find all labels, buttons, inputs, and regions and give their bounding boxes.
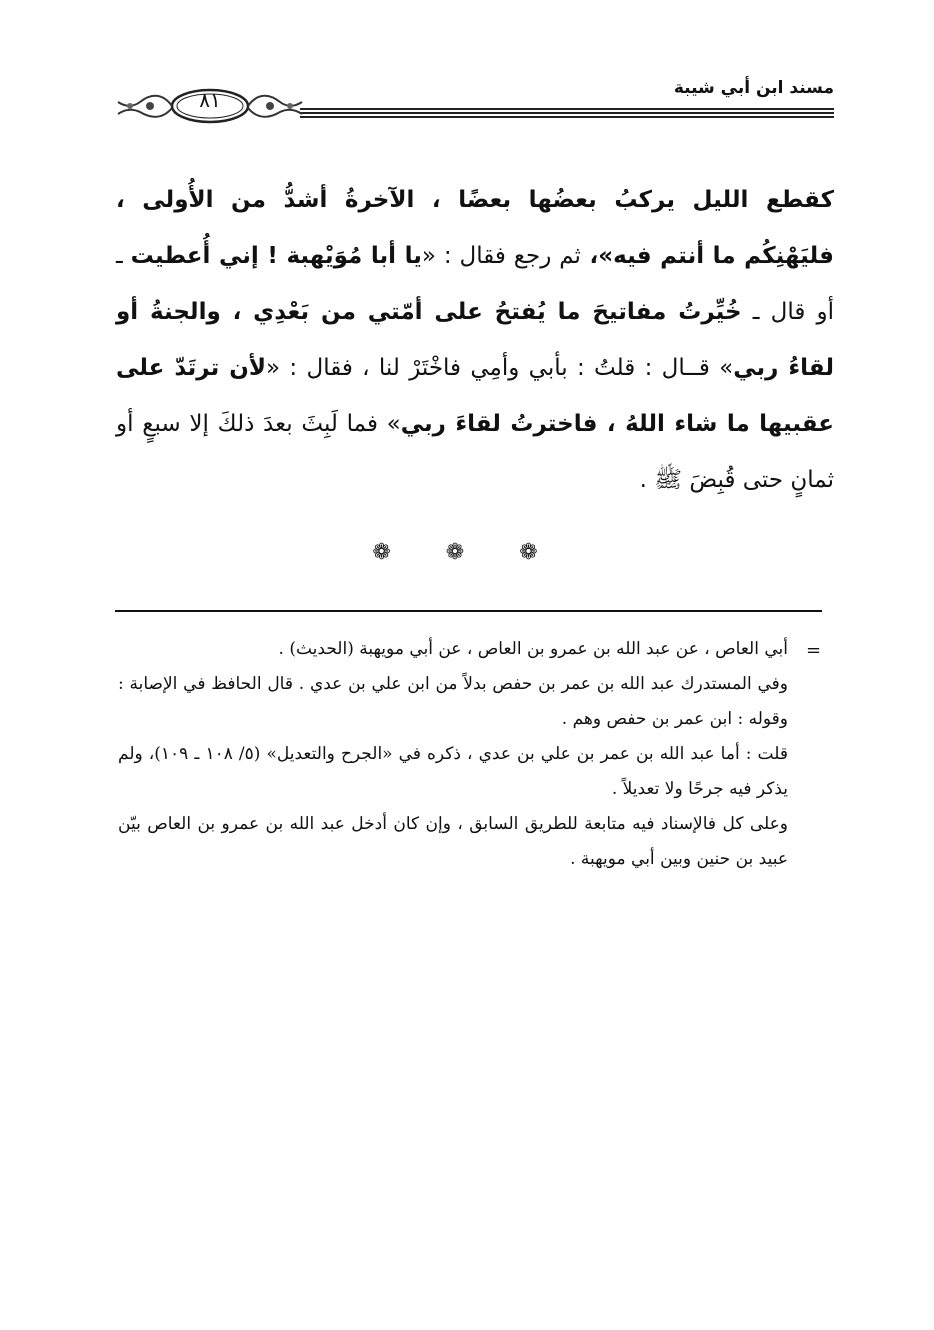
footnote-line: وعلى كل فالإسناد فيه متابعة للطريق السابق ، وإن كان أدخل عبد الله بن عمرو بن العاص بيّن عبيد بن حنين وبين أبي مويهبة . [118, 814, 788, 869]
footnote-line: أبي العاص ، عن عبد الله بن عمرو بن العاص ، عن أبي مويهبة (الحديث) . [278, 639, 788, 659]
narration-text: » فما لَبِثَ بعدَ ذلكَ إلا سبعٍ أو ثمانٍ حتى قُبِضَ ﷺ . [116, 411, 834, 493]
footnotes [118, 632, 788, 877]
narration-text: ـ أو قال ـ [116, 243, 834, 325]
section-separator: ❁ ❁ ❁ [372, 540, 562, 565]
main-paragraph [116, 172, 834, 508]
header-rule [300, 108, 834, 122]
page-number: ٨١ [199, 88, 221, 112]
hadith-text: يا أبا مُوَيْهبة ! إني أُعطيت [130, 243, 422, 269]
main-text [116, 172, 834, 508]
book-title: مسند ابن أبي شيبة [673, 78, 834, 98]
narration-text: » قــال : قلتُ : بأبي وأمِي فاخْتَرْ لنا ، فقال : « [266, 355, 734, 381]
hadith-text: خُيِّرتُ مفاتيحَ ما يُفتحُ على أمّتي من بَعْدِي ، والجنةُ أو لقاءُ ربي [116, 299, 834, 381]
page-header [110, 70, 834, 130]
narration-text: ثم رجع فقال : « [421, 243, 581, 269]
footnote-line: وفي المستدرك عبد الله بن عمر بن حفص بدلاً من ابن علي بن عدي . قال الحافظ في الإصابة : وقوله : ابن عمر بن حفص وهم . [118, 674, 788, 729]
footnote-line: قلت : أما عبد الله بن عمر بن علي بن عدي ، ذكره في «الجرح والتعديل» (٥/ ١٠٨ ـ ١٠٩)، ولم يذكر فيه جرحًا ولا تعديلاً . [118, 744, 788, 799]
hadith-text: لأن ترتَدّ على عقبيها ما شاء اللهُ ، فاخترتُ لقاءَ ربي [116, 355, 834, 437]
footnote-continuation-mark: = [806, 640, 822, 661]
footnote-divider [115, 610, 822, 612]
hadith-text: كقطع الليل يركبُ بعضُها بعضًا ، الآخرةُ أشدُّ من الأُولى ، فليَهْنِكُم ما أنتم فيه»، [116, 187, 834, 269]
